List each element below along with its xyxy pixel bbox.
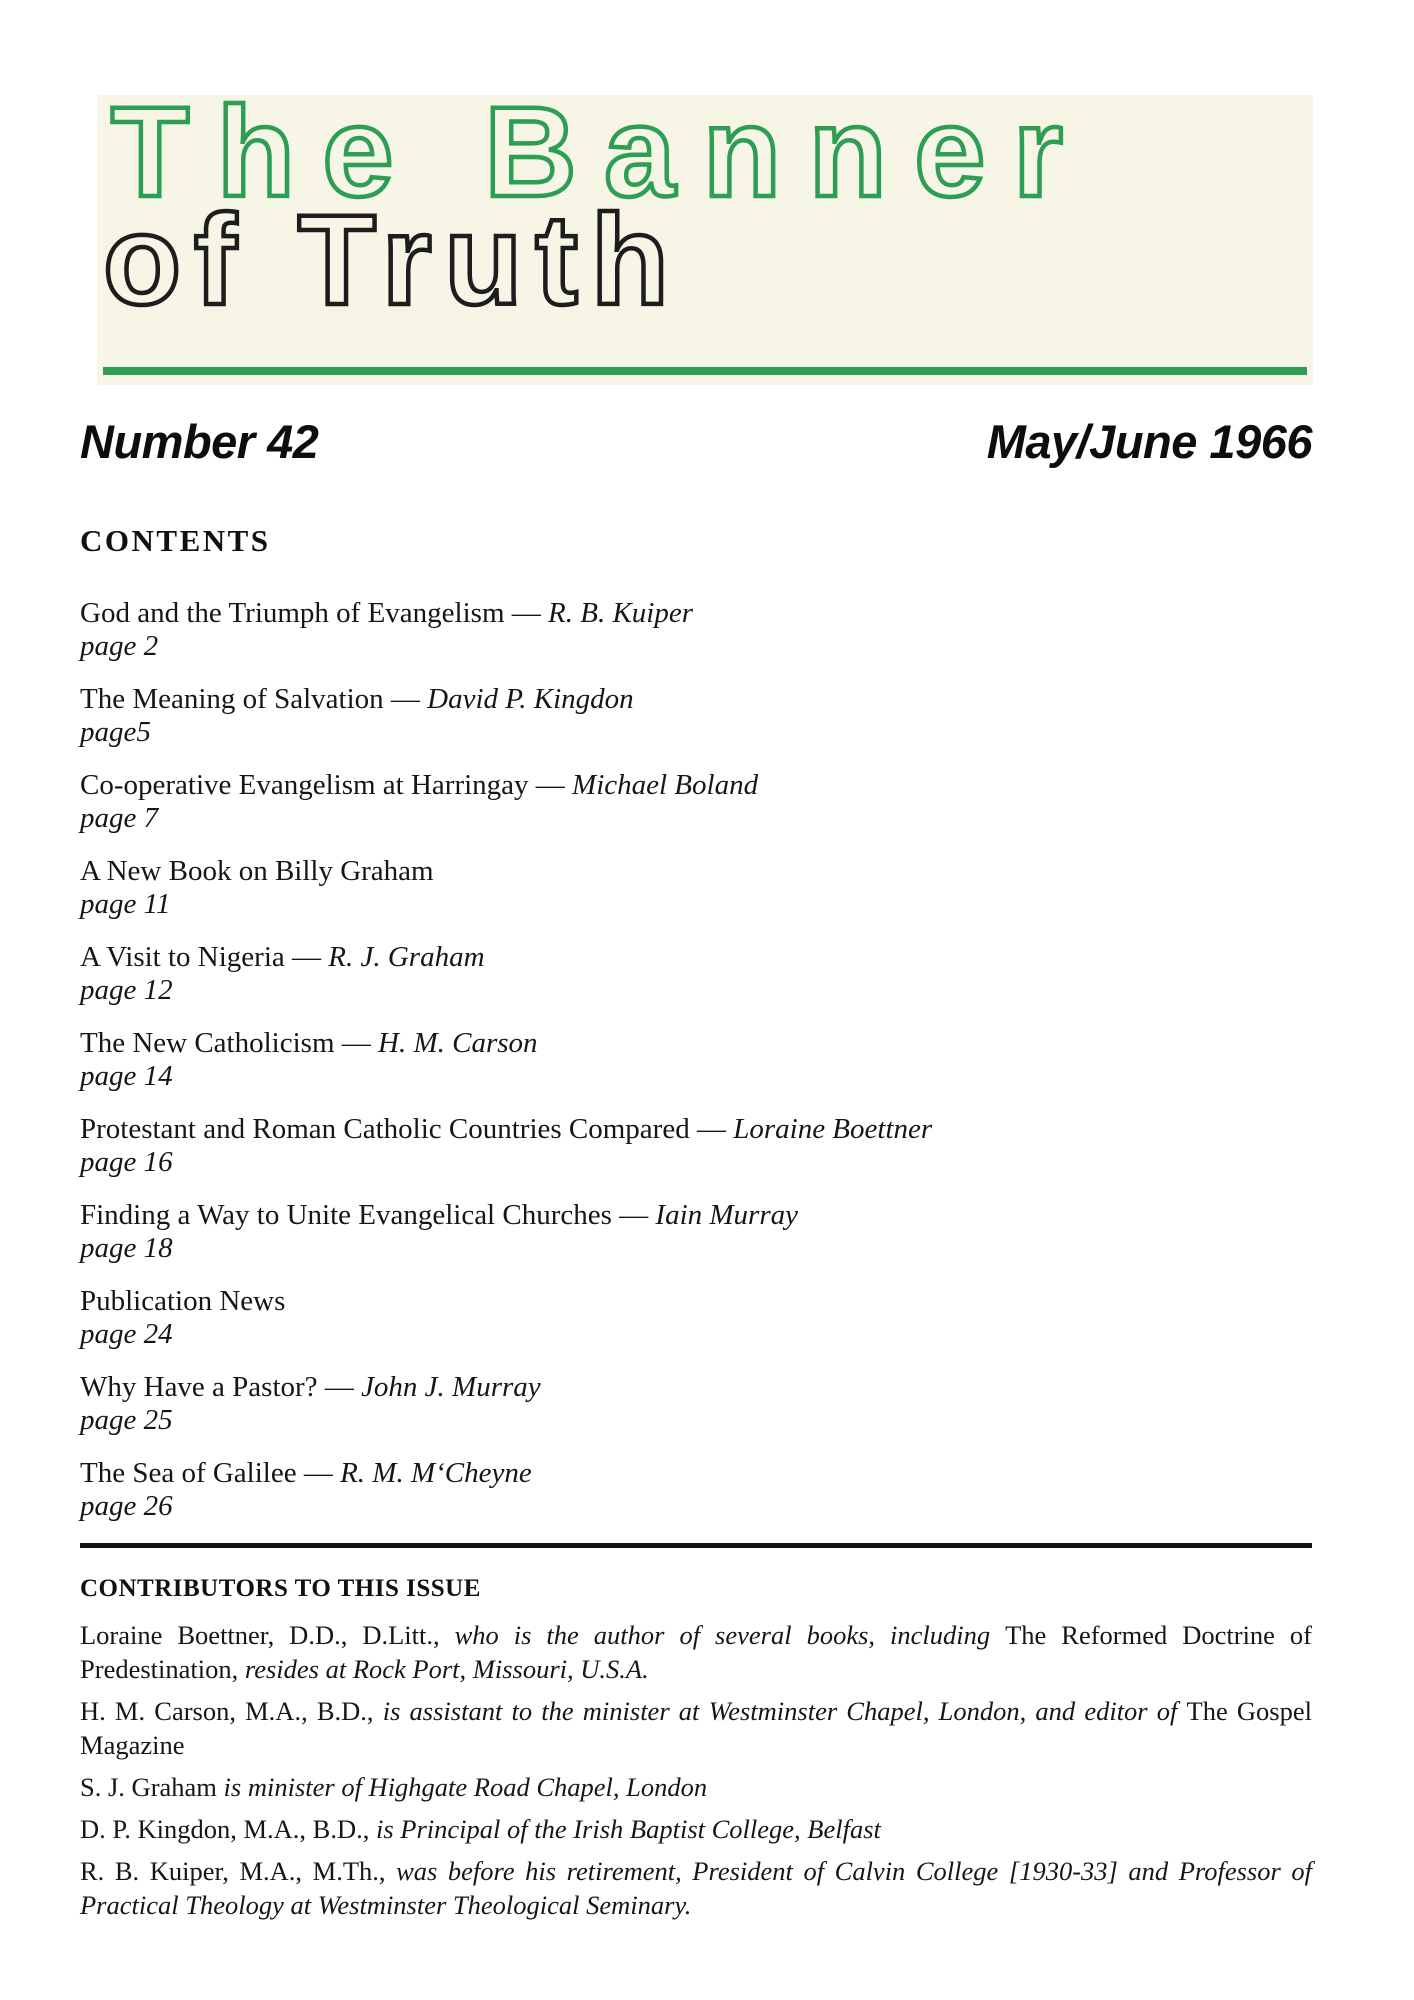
toc-entry-dash: — bbox=[528, 769, 573, 801]
toc-entry-title: Protestant and Roman Catholic Countries Compared bbox=[80, 1113, 690, 1145]
toc-entry-title: The New Catholicism bbox=[80, 1027, 335, 1059]
contributor-name: D. P. Kingdon, M.A., B.D., bbox=[80, 1814, 376, 1844]
toc-entry-author: David P. Kingdon bbox=[427, 683, 634, 715]
toc-entry-author: R. M. M‘Cheyne bbox=[340, 1457, 532, 1489]
issue-date: May/June 1966 bbox=[986, 415, 1312, 468]
toc-entry-title-line bbox=[80, 1113, 1312, 1146]
contributor-bio-segment: was before his retirement, President of Calvin College [1930-33] and Professor of Practical Theology at Westminster Theological Seminary. bbox=[80, 1856, 1312, 1920]
toc-entry-author: R. B. Kuiper bbox=[548, 597, 694, 629]
page-body bbox=[80, 414, 1312, 1930]
toc-entry-title-line bbox=[80, 1199, 1312, 1232]
issue-row bbox=[80, 414, 1312, 469]
toc-entry-author: H. M. Carson bbox=[378, 1027, 538, 1059]
contributor-entry bbox=[80, 1770, 1312, 1804]
contributors-list bbox=[80, 1618, 1312, 1922]
toc-entry-page: page 24 bbox=[80, 1318, 173, 1350]
toc-entry-title-line bbox=[80, 1285, 1312, 1318]
toc-entry bbox=[80, 597, 1312, 663]
contributor-book-title: The Reformed Doctrine of Predestination, bbox=[80, 1620, 1312, 1684]
toc-entry-page: page 26 bbox=[80, 1490, 173, 1522]
masthead-title-line1: The Banner bbox=[111, 81, 1091, 224]
toc-entry-page: page 16 bbox=[80, 1146, 173, 1178]
contributor-bio-segment: resides at Rock Port, Missouri, U.S.A. bbox=[244, 1654, 649, 1684]
contributor-entry bbox=[80, 1854, 1312, 1922]
toc-entry-dash: — bbox=[317, 1371, 362, 1403]
toc-entry-title-line bbox=[80, 855, 1312, 888]
toc-entry-page: page 12 bbox=[80, 974, 173, 1006]
contributor-name: S. J. Graham bbox=[80, 1772, 224, 1802]
toc-entry bbox=[80, 1199, 1312, 1265]
contributor-bio-segment: is Principal of the Irish Baptist College, Belfast bbox=[375, 1814, 881, 1844]
toc-entry-author: Michael Boland bbox=[572, 769, 759, 801]
toc-entry bbox=[80, 769, 1312, 835]
toc-entry-dash: — bbox=[296, 1457, 341, 1489]
toc-entry-title-line bbox=[80, 597, 1312, 630]
toc-entry-title: Finding a Way to Unite Evangelical Churches bbox=[80, 1199, 612, 1231]
toc-entry bbox=[80, 1457, 1312, 1523]
toc-entry-title-line bbox=[80, 941, 1312, 974]
toc-entry-page: page 2 bbox=[80, 630, 159, 662]
toc-entry-dash: — bbox=[689, 1113, 734, 1145]
contributor-entry bbox=[80, 1812, 1312, 1846]
toc-entry bbox=[80, 1285, 1312, 1351]
toc-entry bbox=[80, 941, 1312, 1007]
toc-entry-page: page 14 bbox=[80, 1060, 173, 1092]
toc-entry-dash: — bbox=[504, 597, 549, 629]
toc-entry-page: page 11 bbox=[80, 888, 171, 920]
toc-entry-title-line bbox=[80, 769, 1312, 802]
toc-entry-title: God and the Triumph of Evangelism bbox=[80, 597, 505, 629]
toc-entry-title-line bbox=[80, 1027, 1312, 1060]
toc-entry-title-line bbox=[80, 1457, 1312, 1490]
toc-entry bbox=[80, 1113, 1312, 1179]
toc-entry bbox=[80, 855, 1312, 921]
toc-entry-dash: — bbox=[383, 683, 428, 715]
toc-entry-page: page5 bbox=[80, 716, 151, 748]
toc-entry-title: Why Have a Pastor? bbox=[80, 1371, 318, 1403]
toc-entry-title: Co-operative Evangelism at Harringay bbox=[80, 769, 529, 801]
toc-entry bbox=[80, 683, 1312, 749]
masthead-title-line2: of Truth bbox=[103, 189, 682, 332]
section-divider-rule bbox=[80, 1543, 1312, 1548]
toc-entry-dash: — bbox=[611, 1199, 656, 1231]
contributor-bio-segment: is minister of Highgate Road Chapel, London bbox=[223, 1772, 708, 1802]
toc-entry-author: Loraine Boettner bbox=[733, 1113, 933, 1145]
toc-entry-title-line bbox=[80, 1371, 1312, 1404]
contributor-bio-segment: is assistant to the minister at Westminster Chapel, London, and editor of bbox=[382, 1696, 1187, 1726]
contributor-bio-segment: who is the author of several books, including bbox=[454, 1620, 1006, 1650]
toc-entry bbox=[80, 1027, 1312, 1093]
contributor-entry bbox=[80, 1618, 1312, 1686]
issue-number: Number 42 bbox=[80, 415, 319, 468]
toc-entry-author: R. J. Graham bbox=[328, 941, 485, 973]
contributor-name: R. B. Kuiper, M.A., M.Th., bbox=[80, 1856, 397, 1886]
contributor-name: Loraine Boettner, D.D., D.Litt., bbox=[80, 1620, 455, 1650]
contributor-name: H. M. Carson, M.A., B.D., bbox=[80, 1696, 383, 1726]
toc-entry bbox=[80, 1371, 1312, 1437]
toc-entry-title: A New Book on Billy Graham bbox=[80, 855, 434, 887]
toc-entry-title: Publication News bbox=[80, 1285, 286, 1317]
contents-heading: CONTENTS bbox=[80, 523, 271, 558]
toc-entry-title: The Sea of Galilee bbox=[80, 1457, 297, 1489]
contributor-entry bbox=[80, 1694, 1312, 1762]
toc-entry-dash: — bbox=[284, 941, 329, 973]
toc-entry-page: page 7 bbox=[80, 802, 159, 834]
toc-entry-page: page 18 bbox=[80, 1232, 173, 1264]
toc-entry-page: page 25 bbox=[80, 1404, 173, 1436]
toc-entry-title: The Meaning of Salvation bbox=[80, 683, 384, 715]
toc-entry-author: John J. Murray bbox=[361, 1371, 541, 1403]
contributors-heading: CONTRIBUTORS TO THIS ISSUE bbox=[80, 1575, 481, 1602]
masthead bbox=[97, 81, 1313, 385]
contributor-book-title: The Gospel Magazine bbox=[80, 1696, 1312, 1760]
toc-entry-title: A Visit to Nigeria bbox=[80, 941, 285, 973]
masthead-green-rule bbox=[103, 367, 1307, 375]
table-of-contents bbox=[80, 597, 1312, 1523]
toc-entry-dash: — bbox=[334, 1027, 379, 1059]
toc-entry-title-line bbox=[80, 683, 1312, 716]
toc-entry-author: Iain Murray bbox=[655, 1199, 798, 1231]
